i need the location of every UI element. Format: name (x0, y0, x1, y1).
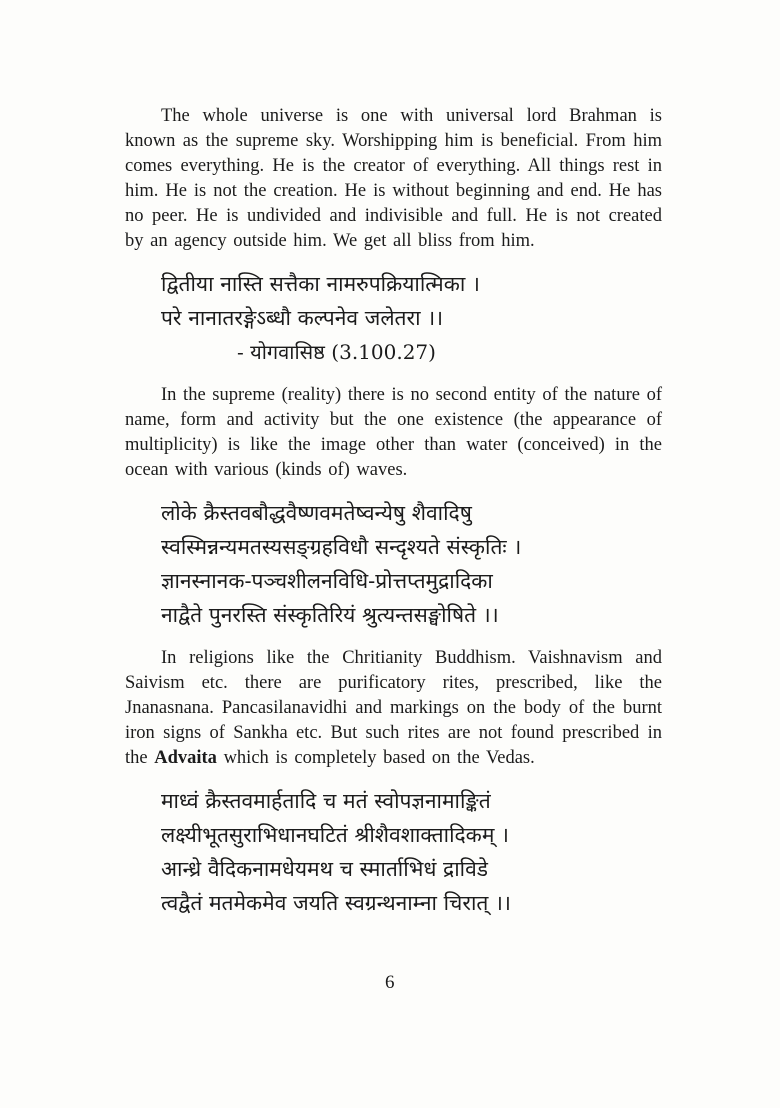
verse-line: द्वितीया नास्ति सत्तैका नामरुपक्रियात्मिका । (161, 272, 480, 296)
verse-attribution-yogavasistha: - योगवासिष्ठ (3.100.27) (237, 340, 436, 364)
sanskrit-verse-yogavasistha (161, 267, 662, 369)
verse-line: परे नानातरङ्गेऽब्धौ कल्पनेव जलेतरा ।। (161, 306, 444, 330)
page-number: 6 (385, 972, 395, 993)
paragraph-religions-rites-text-end: which is completely based on the Vedas. (216, 748, 535, 768)
verse-line: आन्ध्रे वैदिकनामधेयमथ च स्मार्ताभिधं द्राविडे (161, 857, 488, 881)
paragraph-supreme-reality: In the supreme (reality) there is no second entity of the nature of name, form and activity but the one existence (the appearance of multiplicity) is like the image other than water (conceived) in the ocean with various (kinds of) waves. (125, 385, 662, 480)
verse-line: ज्ञानस्नानक-पञ्चशीलनविधि-प्रोत्तप्तमुद्रादिका (161, 569, 493, 593)
paragraph-brahman-description: The whole universe is one with universal lord Brahman is known as the supreme sky. Worshipping him is beneficial. From him comes everything. He is the creator of everything. All things rest in him. He is not the creation. He is without beginning and end. He has no peer. He is undivided and indivisible and full. He is not created by an agency outside him. We get all bliss from him. (125, 106, 662, 251)
verse-line: लक्ष्यीभूतसुराभिधानघटितं श्रीशैवशाक्तादिकम् । (161, 823, 510, 847)
paragraph-religions-rites (125, 646, 662, 771)
verse-line: त्वद्वैतं मतमेकमेव जयति स्वग्रन्थनाम्ना चिरात् ।। (161, 891, 511, 915)
paragraph-religions-rites-text: In religions like the Chritianity Buddhism. Vaishnavism and Saivism etc. there are purificatory rites, prescribed, like the Jnanasnana. Pancasilanavidhi and markings on the body of the burnt iron signs of Sankha etc. But such rites are not found prescribed in the (125, 648, 662, 768)
advaita-bold-term: Advaita (154, 748, 217, 768)
verse-line: स्वस्मिन्नन्यमतस्यसङ्ग्रहविधौ सन्दृश्यते संस्कृतिः । (161, 535, 522, 559)
verse-line: नाद्वैते पुनरस्ति संस्कृतिरियं श्रुत्यन्तसङ्घोषिते ।। (161, 603, 499, 627)
verse-line: माध्वं क्रैस्तवमार्हतादि च मतं स्वोपज्ञनामाङ्कितं (161, 789, 491, 813)
sanskrit-verse-advaita-victory (161, 784, 662, 920)
sanskrit-verse-purificatory-rites (161, 496, 662, 632)
verse-line: लोके क्रैस्तवबौद्धवैष्णवमतेष्वन्येषु शैवादिषु (161, 501, 472, 525)
